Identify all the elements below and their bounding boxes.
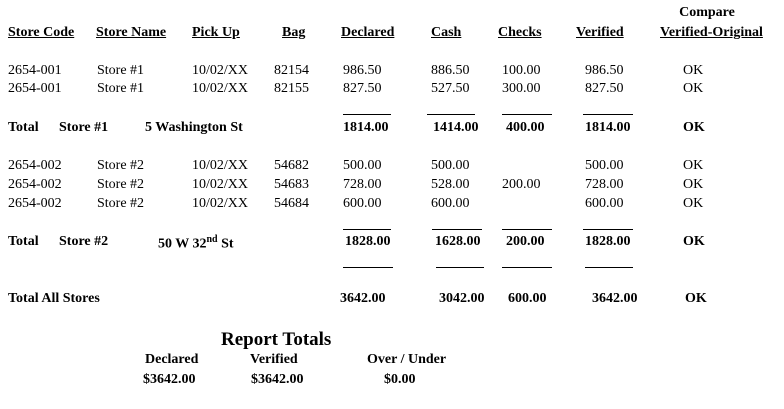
declared-value: 600.00 bbox=[343, 196, 382, 211]
store-code: 2654-001 bbox=[8, 81, 62, 96]
grand-total-compare: OK bbox=[685, 291, 707, 306]
total-cash: 1414.00 bbox=[433, 120, 479, 135]
header-store-name: Store Name bbox=[96, 25, 167, 40]
pickup-date: 10/02/XX bbox=[192, 177, 248, 192]
total-address: 5 Washington St bbox=[145, 120, 243, 135]
total-checks: 400.00 bbox=[506, 120, 545, 135]
header-checks: Checks bbox=[498, 25, 542, 40]
sum-line bbox=[343, 229, 391, 230]
header-cash: Cash bbox=[431, 25, 462, 40]
total-store: Store #1 bbox=[59, 120, 109, 135]
header-compare: Compare bbox=[679, 5, 735, 20]
header-declared: Declared bbox=[341, 25, 395, 40]
compare-value: OK bbox=[683, 81, 704, 96]
report-declared-label: Declared bbox=[145, 352, 199, 367]
cash-value: 500.00 bbox=[431, 158, 470, 173]
bag-number: 54684 bbox=[274, 196, 309, 211]
total-cash: 1628.00 bbox=[435, 234, 481, 249]
store-code: 2654-001 bbox=[8, 63, 62, 78]
total-declared: 1828.00 bbox=[345, 234, 391, 249]
compare-value: OK bbox=[683, 158, 704, 173]
pickup-date: 10/02/XX bbox=[192, 81, 248, 96]
compare-value: OK bbox=[683, 177, 704, 192]
total-compare: OK bbox=[683, 234, 705, 249]
sum-line bbox=[502, 229, 552, 230]
total-label: Total bbox=[8, 120, 39, 135]
bag-number: 54682 bbox=[274, 158, 309, 173]
sum-line bbox=[427, 114, 475, 115]
report-verified-label: Verified bbox=[250, 352, 298, 367]
store-name: Store #2 bbox=[97, 158, 145, 173]
report-verified-value: $3642.00 bbox=[251, 372, 304, 387]
verified-value: 600.00 bbox=[585, 196, 624, 211]
cash-value: 528.00 bbox=[431, 177, 470, 192]
grand-total-verified: 3642.00 bbox=[592, 291, 638, 306]
verified-value: 827.50 bbox=[585, 81, 624, 96]
compare-value: OK bbox=[683, 196, 704, 211]
total-compare: OK bbox=[683, 120, 705, 135]
sum-line bbox=[436, 267, 484, 268]
cash-value: 527.50 bbox=[431, 81, 470, 96]
sum-line bbox=[343, 114, 391, 115]
sum-line bbox=[583, 114, 633, 115]
header-verified: Verified bbox=[576, 25, 624, 40]
compare-value: OK bbox=[683, 63, 704, 78]
total-address: 50 W 32nd St bbox=[158, 234, 234, 252]
report-declared-value: $3642.00 bbox=[143, 372, 196, 387]
sum-line bbox=[583, 229, 633, 230]
declared-value: 500.00 bbox=[343, 158, 382, 173]
total-store: Store #2 bbox=[59, 234, 109, 249]
bag-number: 54683 bbox=[274, 177, 309, 192]
total-declared: 1814.00 bbox=[343, 120, 389, 135]
store-name: Store #2 bbox=[97, 196, 145, 211]
total-checks: 200.00 bbox=[506, 234, 545, 249]
grand-total-cash: 3042.00 bbox=[439, 291, 485, 306]
header-bag: Bag bbox=[282, 25, 306, 40]
checks-value: 300.00 bbox=[502, 81, 541, 96]
bag-number: 82154 bbox=[274, 63, 309, 78]
total-verified: 1814.00 bbox=[585, 120, 631, 135]
report-over-under-value: $0.00 bbox=[384, 372, 416, 387]
store-code: 2654-002 bbox=[8, 158, 62, 173]
bag-number: 82155 bbox=[274, 81, 309, 96]
sum-line bbox=[585, 267, 633, 268]
verified-value: 728.00 bbox=[585, 177, 624, 192]
store-name: Store #1 bbox=[97, 63, 145, 78]
report-totals-title: Report Totals bbox=[221, 329, 332, 350]
header-verified-original: Verified-Original bbox=[660, 25, 763, 40]
sum-line bbox=[432, 229, 482, 230]
header-store-code: Store Code bbox=[8, 25, 75, 40]
sum-line bbox=[343, 267, 393, 268]
pickup-date: 10/02/XX bbox=[192, 63, 248, 78]
total-label: Total bbox=[8, 234, 39, 249]
cash-value: 886.50 bbox=[431, 63, 470, 78]
store-code: 2654-002 bbox=[8, 196, 62, 211]
verified-value: 500.00 bbox=[585, 158, 624, 173]
store-code: 2654-002 bbox=[8, 177, 62, 192]
pickup-date: 10/02/XX bbox=[192, 196, 248, 211]
checks-value: 100.00 bbox=[502, 63, 541, 78]
store-name: Store #1 bbox=[97, 81, 145, 96]
header-pick-up: Pick Up bbox=[192, 25, 240, 40]
grand-total-checks: 600.00 bbox=[508, 291, 547, 306]
declared-value: 827.50 bbox=[343, 81, 382, 96]
checks-value: 200.00 bbox=[502, 177, 541, 192]
sum-line bbox=[502, 114, 552, 115]
total-verified: 1828.00 bbox=[585, 234, 631, 249]
pickup-date: 10/02/XX bbox=[192, 158, 248, 173]
store-name: Store #2 bbox=[97, 177, 145, 192]
grand-total-label: Total All Stores bbox=[8, 291, 100, 306]
grand-total-declared: 3642.00 bbox=[340, 291, 386, 306]
declared-value: 986.50 bbox=[343, 63, 382, 78]
cash-value: 600.00 bbox=[431, 196, 470, 211]
sum-line bbox=[502, 267, 552, 268]
report-over-under-label: Over / Under bbox=[367, 352, 447, 367]
verified-value: 986.50 bbox=[585, 63, 624, 78]
declared-value: 728.00 bbox=[343, 177, 382, 192]
